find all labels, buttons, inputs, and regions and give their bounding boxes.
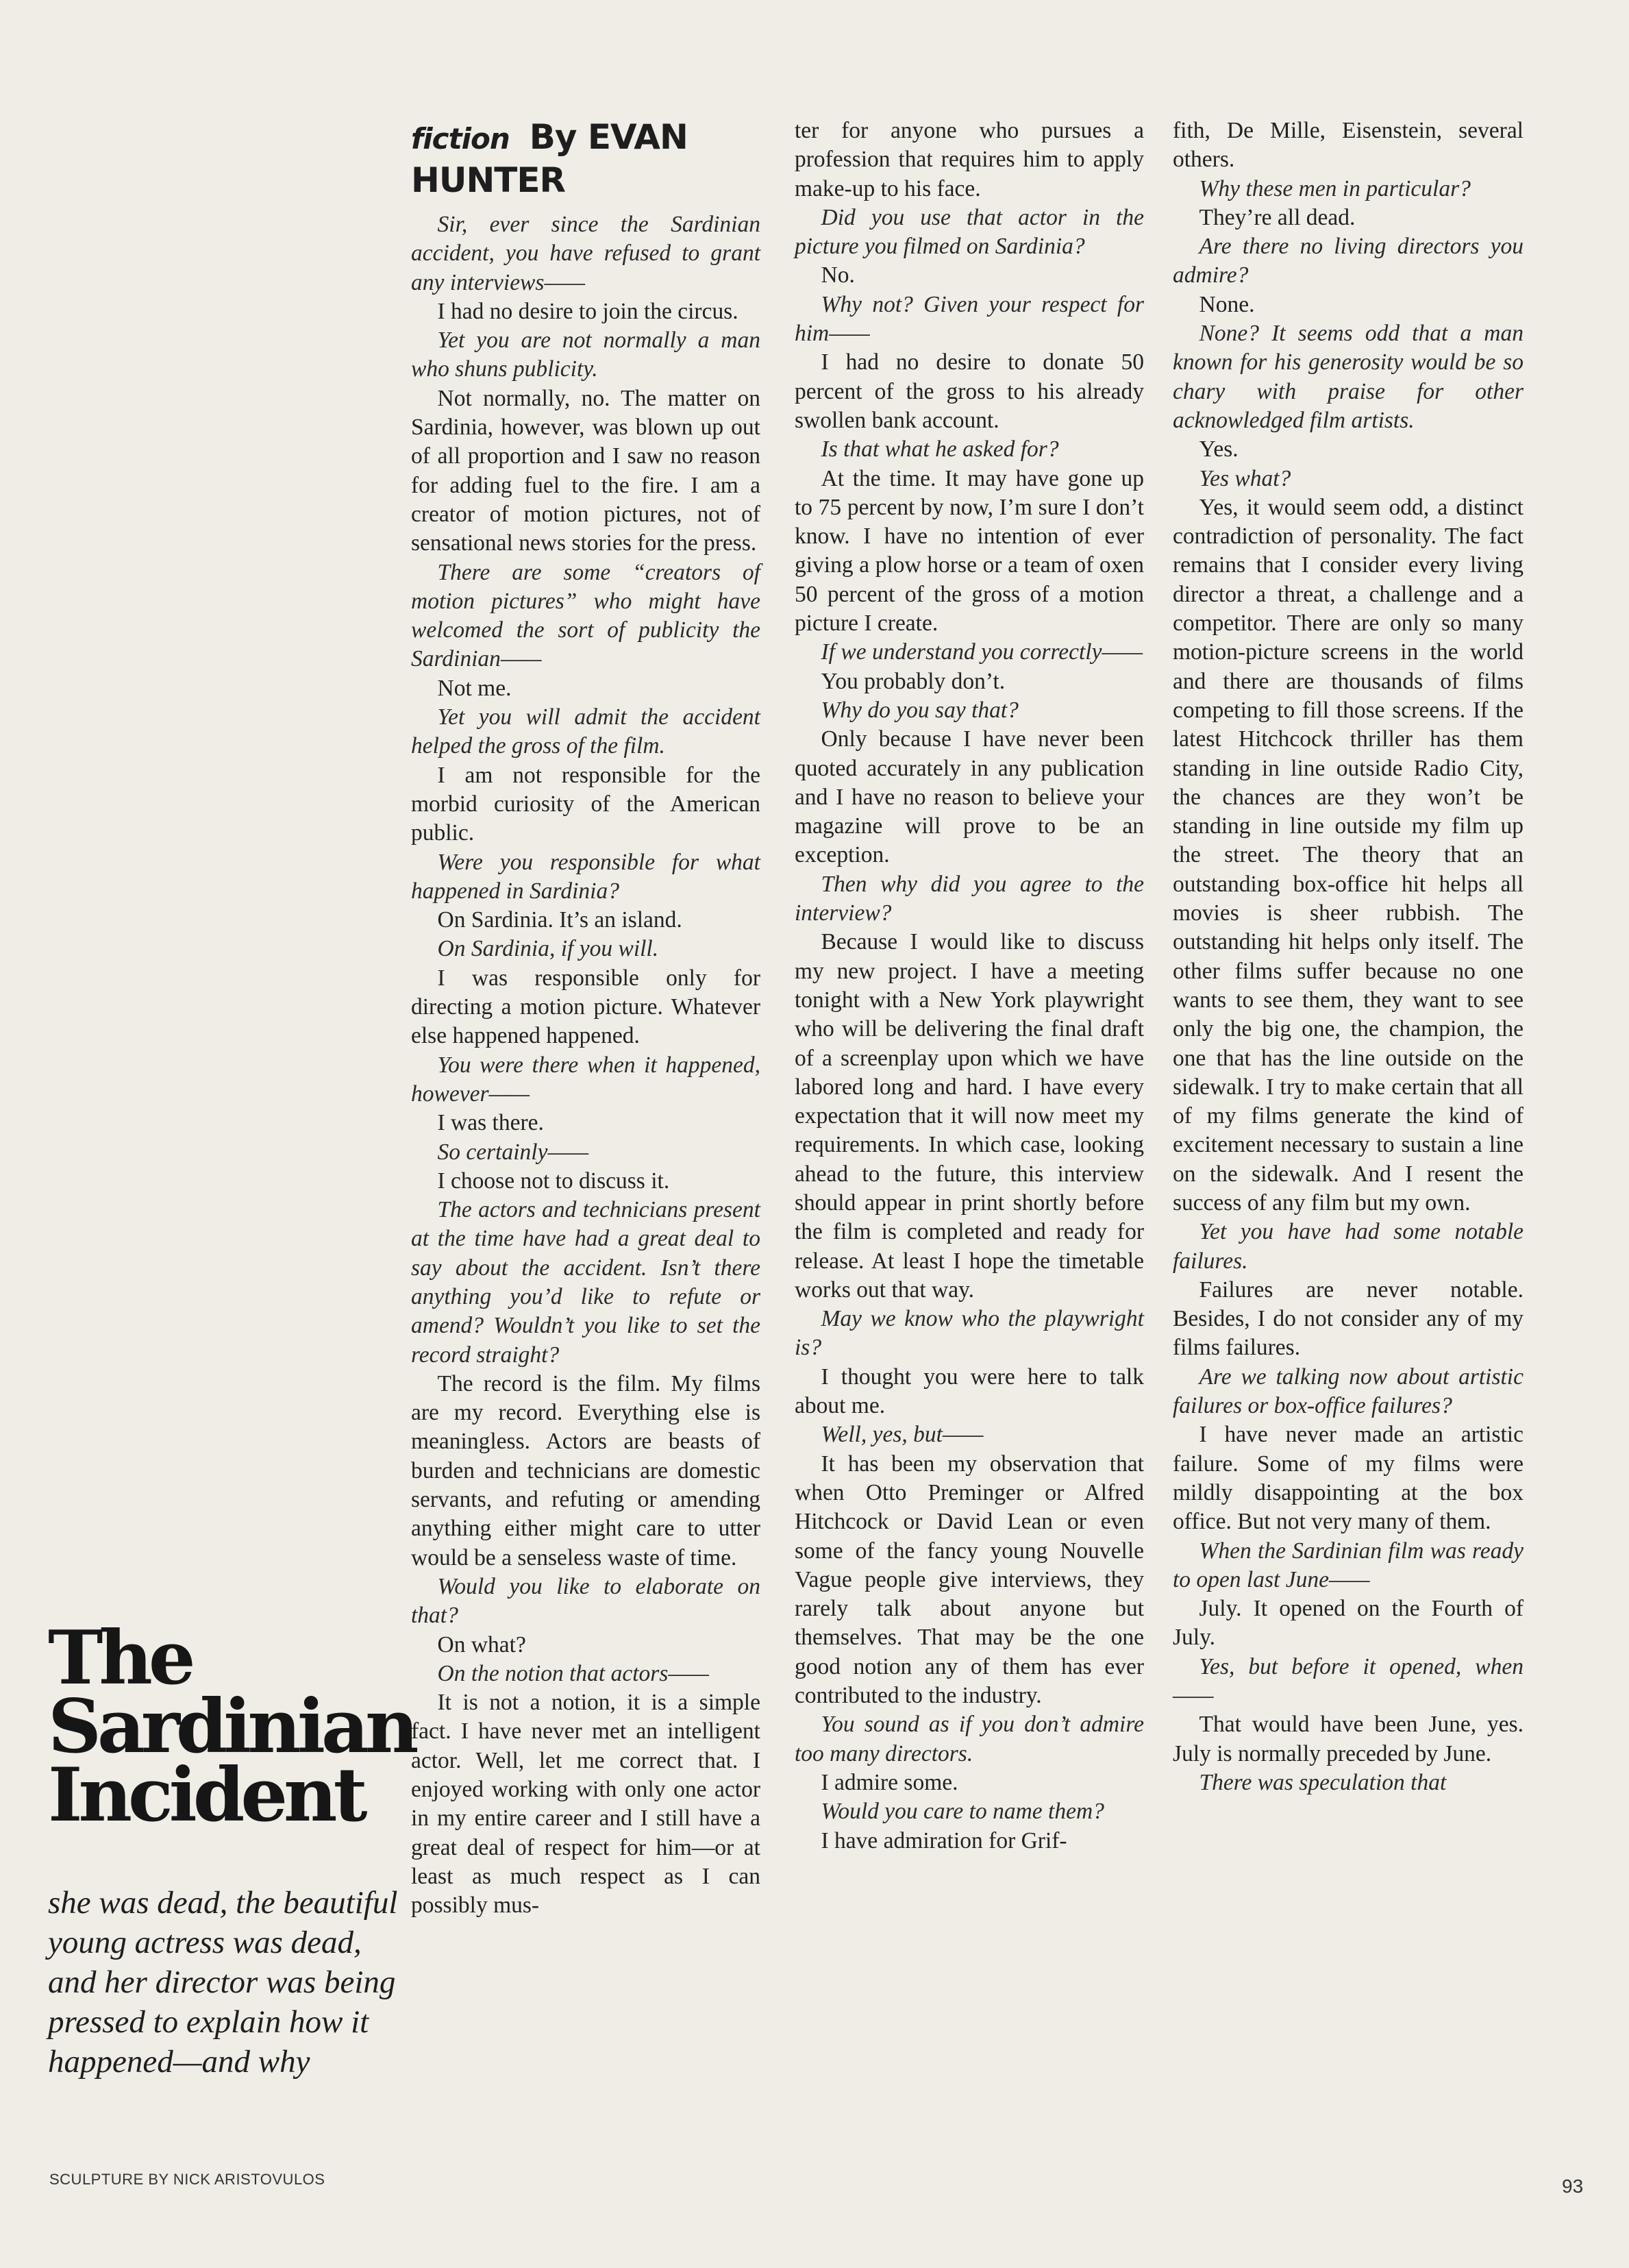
interview-question: You sound as if you don’t admire too many directors.: [795, 1712, 1144, 1766]
interview-question: You were there when it happened, however——: [411, 1052, 760, 1107]
interview-question: Yet you are not normally a man who shuns publicity.: [411, 328, 760, 382]
interview-question: Why do you say that?: [821, 697, 1019, 723]
interview-answer: ter for anyone who pursues a profession that requires him to apply make-up to his face.: [795, 118, 1144, 201]
interview-question: Sir, ever since the Sardinian accident, you have refused to grant any interviews——: [411, 212, 760, 295]
title-line: The: [48, 1615, 192, 1701]
interview-answer: That would have been June, yes. July is normally preceded by June.: [1173, 1712, 1524, 1766]
interview-question: There are some “creators of motion pictures” who might have welcomed the sort of publicity the Sardinian——: [411, 559, 760, 672]
interview-answer: Yes, it would seem odd, a distinct contradiction of personality. The fact remains that I consider every living director a threat, a challenge and a competitor. There are only so many motion-picture screens in the world and there are thousands of films competing to fill those screens. If the latest Hitchcock thriller has them standing in line outside Radio City, the chances are they won’t be standing in line outside my film up the street. The theory that an outstanding box-office hit helps all movies is sheer rubbish. The outstanding hit helps only itself. The other films suffer because no one wants to see them, they want to see only the big one, the champion, the one that has the line outside on the sidewalk. I try to make certain that all of my films generate the kind of excitement necessary to sustain a line on the sidewalk. And I resent the success of any film but my own.: [1173, 494, 1524, 1216]
interview-answer: I had no desire to join the circus.: [437, 298, 738, 324]
title-line: Sardinian: [48, 1684, 415, 1770]
interview-question: Would you like to elaborate on that?: [411, 1573, 760, 1629]
interview-question: May we know who the playwright is?: [795, 1306, 1144, 1361]
interview-question: Were you responsible for what happened in Sardinia?: [411, 849, 760, 904]
interview-answer: I was there.: [437, 1110, 544, 1136]
interview-answer: I have never made an artistic failure. Some of my films were mildly disappointing at the box office. But not very many of them.: [1173, 1422, 1524, 1535]
interview-answer: I was responsible only for directing a motion picture. Whatever else happened happened.: [411, 965, 760, 1049]
interview-answer: I choose not to discuss it.: [437, 1168, 670, 1194]
interview-answer: It has been my observation that when Otto Preminger or Alfred Hitchcock or David Lean or even some of the fancy young Nouvelle Vague people give interviews, they rarely talk about anyone but themselves. That may be the one good notion any of them has ever contributed to the industry.: [795, 1451, 1144, 1709]
interview-question: Well, yes, but——: [821, 1422, 984, 1448]
interview-question: On Sardinia, if you will.: [437, 936, 659, 962]
interview-answer: I thought you were here to talk about me.: [795, 1364, 1144, 1419]
interview-question: If we understand you correctly——: [821, 639, 1143, 665]
interview-answer: None.: [1199, 291, 1255, 317]
article-column-1: [411, 116, 760, 1921]
sculpture-credit: SCULPTURE BY NICK ARISTOVULOS: [49, 2171, 325, 2188]
interview-question: The actors and technicians present at the time have had a great deal to say about the accident. Isn’t there anything you’d like to refute or amend? Wouldn’t you like to set the record straight?: [411, 1197, 760, 1368]
section-kicker: fiction: [411, 122, 510, 156]
interview-answer: I have admiration for Grif-: [821, 1827, 1067, 1853]
interview-question: Yet you have had some notable failures.: [1173, 1219, 1524, 1274]
interview-question: Are we talking now about artistic failures or box-office failures?: [1173, 1364, 1524, 1419]
interview-answer: On what?: [437, 1631, 526, 1657]
interview-question: None? It seems odd that a man known for his generosity would be so chary with praise for other acknowledged film artists.: [1173, 321, 1524, 433]
interview-question: On the notion that actors——: [437, 1660, 709, 1686]
page-number: 93: [1562, 2175, 1584, 2197]
interview-answer: Yes.: [1199, 436, 1239, 463]
interview-answer: I had no desire to donate 50 percent of the gross to his already swollen bank account.: [795, 349, 1144, 433]
interview-answer: fith, De Mille, Eisenstein, several others.: [1173, 118, 1524, 173]
interview-answer: Failures are never notable. Besides, I do not consider any of my films failures.: [1173, 1277, 1524, 1361]
interview-answer: Not normally, no. The matter on Sardinia, however, was blown up out of all proportion and I saw no reason for adding fuel to the fire. I am a creator of motion pictures, not of sensational news stories for the press.: [411, 385, 760, 556]
interview-answer: I am not responsible for the morbid curiosity of the American public.: [411, 762, 760, 846]
interview-answer: At the time. It may have gone up to 75 percent by now, I’m sure I don’t know. I have no intention of ever giving a plow horse or a team of oxen 50 percent of the gross of a motion picture I create.: [795, 465, 1144, 637]
interview-answer: Not me.: [437, 675, 512, 701]
interview-question: Yet you will admit the accident helped the gross of the film.: [411, 704, 760, 759]
interview-answer: July. It opened on the Fourth of July.: [1173, 1596, 1524, 1651]
interview-question: There was speculation that: [1199, 1769, 1447, 1795]
interview-answer: They’re all dead.: [1199, 204, 1356, 230]
author-byline: By EVAN HUNTER: [411, 117, 688, 200]
title-line: Incident: [48, 1752, 364, 1838]
byline: [411, 116, 760, 201]
interview-answer: No.: [821, 262, 855, 288]
interview-question: So certainly——: [437, 1139, 589, 1165]
article-teaser: she was dead, the beautiful young actress was dead, and her director was being pressed to explain how it happened—and why: [48, 1885, 398, 2080]
interview-question: Why not? Given your respect for him——: [795, 291, 1144, 347]
interview-answer: You probably don’t.: [821, 668, 1006, 694]
interview-question: Then why did you agree to the interview?: [795, 871, 1144, 926]
interview-question: Are there no living directors you admire?: [1173, 234, 1524, 288]
interview-answer: On Sardinia. It’s an island.: [437, 907, 682, 933]
interview-answer: I admire some.: [821, 1769, 958, 1795]
interview-answer: Because I would like to discuss my new project. I have a meeting tonight with a New York playwright who will be delivering the final draft of a screenplay upon which we have labored long and hard. I have every expectation that it will now meet my requirements. In which case, looking ahead to the future, this interview should appear in print shortly before the film is completed and ready for release. At least I hope the timetable works out that way.: [795, 929, 1144, 1303]
interview-answer: The record is the film. My films are my record. Everything else is meaningless. Actors are beasts of burden and technicians are domestic servants, and refuting or amending anything either might care to utter would be a senseless waste of time.: [411, 1370, 760, 1570]
interview-question: When the Sardinian film was ready to open last June——: [1173, 1538, 1524, 1592]
interview-question: Would you care to name them?: [821, 1799, 1104, 1825]
interview-question: Did you use that actor in the picture you filmed on Sardinia?: [795, 204, 1144, 260]
article-title: [48, 1615, 415, 1838]
interview-question: Yes what?: [1199, 465, 1291, 491]
interview-answer: Only because I have never been quoted accurately in any publication and I have no reason to believe your magazine will prove to be an exception.: [795, 726, 1144, 868]
article-column-2: [795, 116, 1144, 1856]
article-column-3: [1173, 116, 1524, 1797]
interview-question: Is that what he asked for?: [821, 436, 1059, 463]
interview-answer: It is not a notion, it is a simple fact. I have never met an intelligent actor. Well, let me correct that. I enjoyed working with only one actor in my entire career and I still have a great deal of respect for him—or at least as much respect as I can possibly mus-: [411, 1690, 760, 1919]
interview-question: Yes, but before it opened, when——: [1173, 1653, 1524, 1709]
interview-question: Why these men in particular?: [1199, 175, 1471, 201]
